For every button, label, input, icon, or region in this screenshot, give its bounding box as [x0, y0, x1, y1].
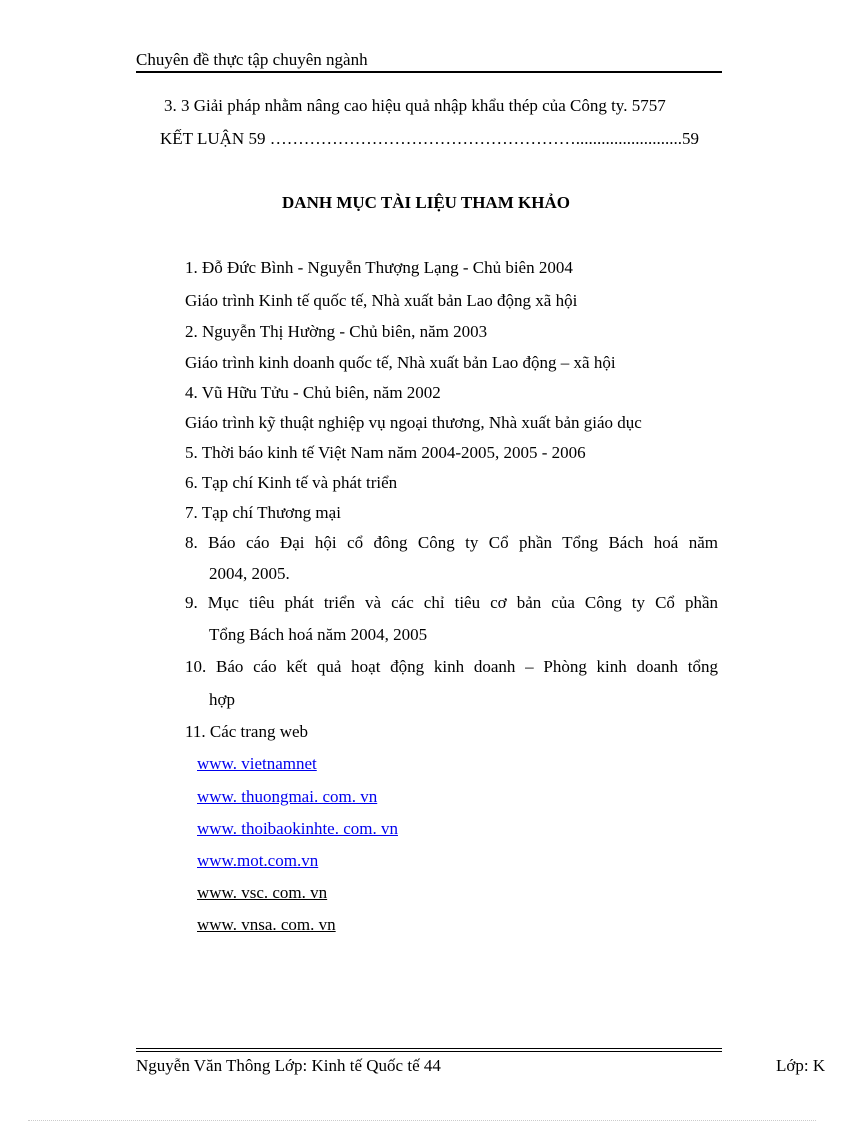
- reference-item-7: 7. Tạp chí Thương mại: [185, 503, 341, 522]
- reference-item-2-detail: Giáo trình kinh doanh quốc tế, Nhà xuất bản Lao động – xã hội: [185, 353, 616, 372]
- reference-item-6: 6. Tạp chí Kinh tế và phát triển: [185, 473, 398, 492]
- section-title: DANH MỤC TÀI LIỆU THAM KHẢO: [282, 193, 570, 212]
- page-header-title: Chuyên đề thực tập chuyên ngành: [136, 50, 368, 69]
- reference-item-11: 11. Các trang web: [185, 722, 309, 741]
- reference-item-9-cont: Tổng Bách hoá năm 2004, 2005: [209, 625, 428, 644]
- website-link-thoibaokinhte[interactable]: www. thoibaokinhte. com. vn: [197, 819, 398, 838]
- page-edge: [28, 1120, 816, 1121]
- website-link-mot[interactable]: www.mot.com.vn: [197, 851, 319, 870]
- toc-entry-conclusion: KẾT LUẬN 59 ……………………………………………….........................59: [160, 129, 699, 148]
- toc-entry-solution: 3. 3 Giải pháp nhằm nâng cao hiệu quả nhập khẩu thép của Công ty. 5757: [164, 96, 666, 115]
- reference-item-9-wrap: [185, 594, 718, 611]
- footer-rule-top: [136, 1048, 722, 1049]
- reference-item-9: 9. Mục tiêu phát triển và các chỉ tiêu cơ bản của Công ty Cổ phần: [185, 593, 718, 612]
- footer-rule-bottom: [136, 1051, 722, 1052]
- reference-item-10: 10. Báo cáo kết quả hoạt động kinh doanh – Phòng kinh doanh tổng: [185, 657, 718, 676]
- reference-item-5: 5. Thời báo kinh tế Việt Nam năm 2004-2005, 2005 - 2006: [185, 443, 586, 462]
- website-link-thuongmai[interactable]: www. thuongmai. com. vn: [197, 787, 378, 806]
- reference-item-8-wrap: [185, 534, 718, 551]
- website-link-vietnamnet[interactable]: www. vietnamnet: [197, 754, 317, 773]
- reference-item-10-wrap: [185, 658, 718, 675]
- header-rule: [136, 71, 722, 73]
- footer-class: Lớp: K: [776, 1056, 826, 1075]
- reference-item-8: 8. Báo cáo Đại hội cổ đông Công ty Cổ phần Tổng Bách hoá năm: [185, 533, 718, 552]
- reference-item-8-cont: 2004, 2005.: [209, 564, 290, 583]
- reference-item-4: 4. Vũ Hữu Tửu - Chủ biên, năm 2002: [185, 383, 441, 402]
- reference-item-10-cont: hợp: [209, 690, 235, 709]
- reference-item-1-detail: Giáo trình Kinh tế quốc tế, Nhà xuất bản Lao động xã hội: [185, 291, 578, 310]
- reference-item-2: 2. Nguyễn Thị Hường - Chủ biên, năm 2003: [185, 322, 488, 341]
- reference-item-4-detail: Giáo trình kỹ thuật nghiệp vụ ngoại thương, Nhà xuất bản giáo dục: [185, 413, 642, 432]
- reference-item-1: 1. Đỗ Đức Bình - Nguyễn Thượng Lạng - Chủ biên 2004: [185, 258, 573, 277]
- website-link-vsc[interactable]: www. vsc. com. vn: [197, 883, 328, 902]
- footer-author: Nguyễn Văn Thông Lớp: Kinh tế Quốc tế 44: [136, 1056, 441, 1075]
- website-link-vnsa[interactable]: www. vnsa. com. vn: [197, 915, 336, 934]
